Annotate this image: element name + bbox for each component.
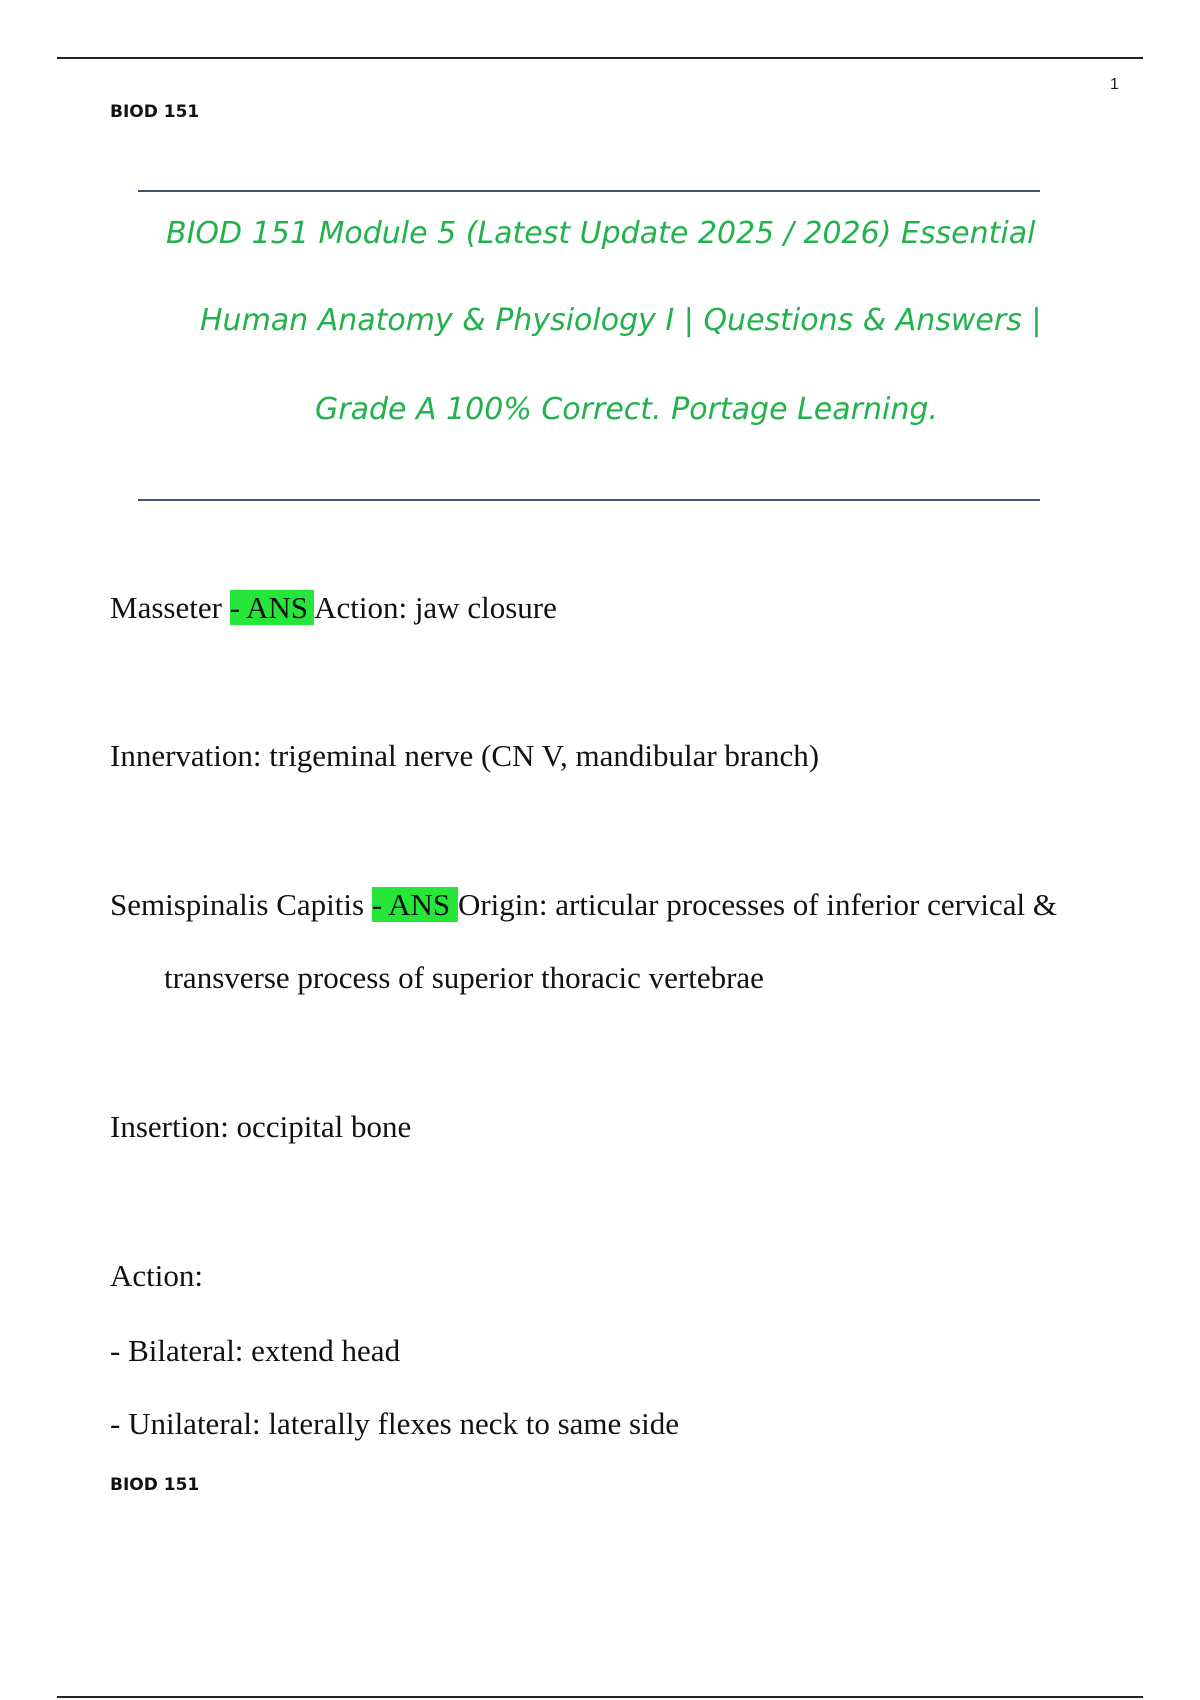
page-bottom-rule: [57, 1696, 1143, 1698]
ans-highlight: - ANS: [371, 887, 458, 922]
ans-highlight: - ANS: [229, 590, 315, 625]
running-header: BIOD 151: [110, 102, 200, 122]
qa-line-insertion: Insertion: occipital bone: [110, 1109, 412, 1144]
qa-answer-continuation: transverse process of superior thoracic vertebrae: [164, 960, 764, 995]
title-line-1: BIOD 151 Module 5 (Latest Update 2025 / 2026) Essential: [166, 216, 1036, 251]
qa-entry-masseter: [110, 590, 557, 626]
qa-term: Masseter: [110, 590, 230, 625]
qa-answer: Action: jaw closure: [314, 590, 557, 625]
qa-line-unilateral: - Unilateral: laterally flexes neck to same side: [110, 1406, 679, 1441]
qa-term: Semispinalis Capitis: [110, 887, 372, 922]
qa-answer: Origin: articular processes of inferior cervical &: [457, 887, 1058, 922]
qa-entry-semispinalis: [110, 887, 1057, 923]
title-rule-upper: [138, 190, 1040, 192]
qa-line-action: Action:: [110, 1258, 203, 1293]
running-footer: BIOD 151: [110, 1475, 200, 1495]
qa-line-bilateral: - Bilateral: extend head: [110, 1333, 401, 1368]
title-rule-lower: [138, 499, 1040, 501]
page-top-rule: [57, 57, 1143, 59]
qa-line-innervation: Innervation: trigeminal nerve (CN V, mandibular branch): [110, 738, 820, 773]
title-line-2: Human Anatomy & Physiology I | Questions & Answers |: [200, 303, 1042, 338]
title-line-3: Grade A 100% Correct. Portage Learning.: [315, 392, 938, 427]
page-number: 1: [1110, 76, 1119, 93]
